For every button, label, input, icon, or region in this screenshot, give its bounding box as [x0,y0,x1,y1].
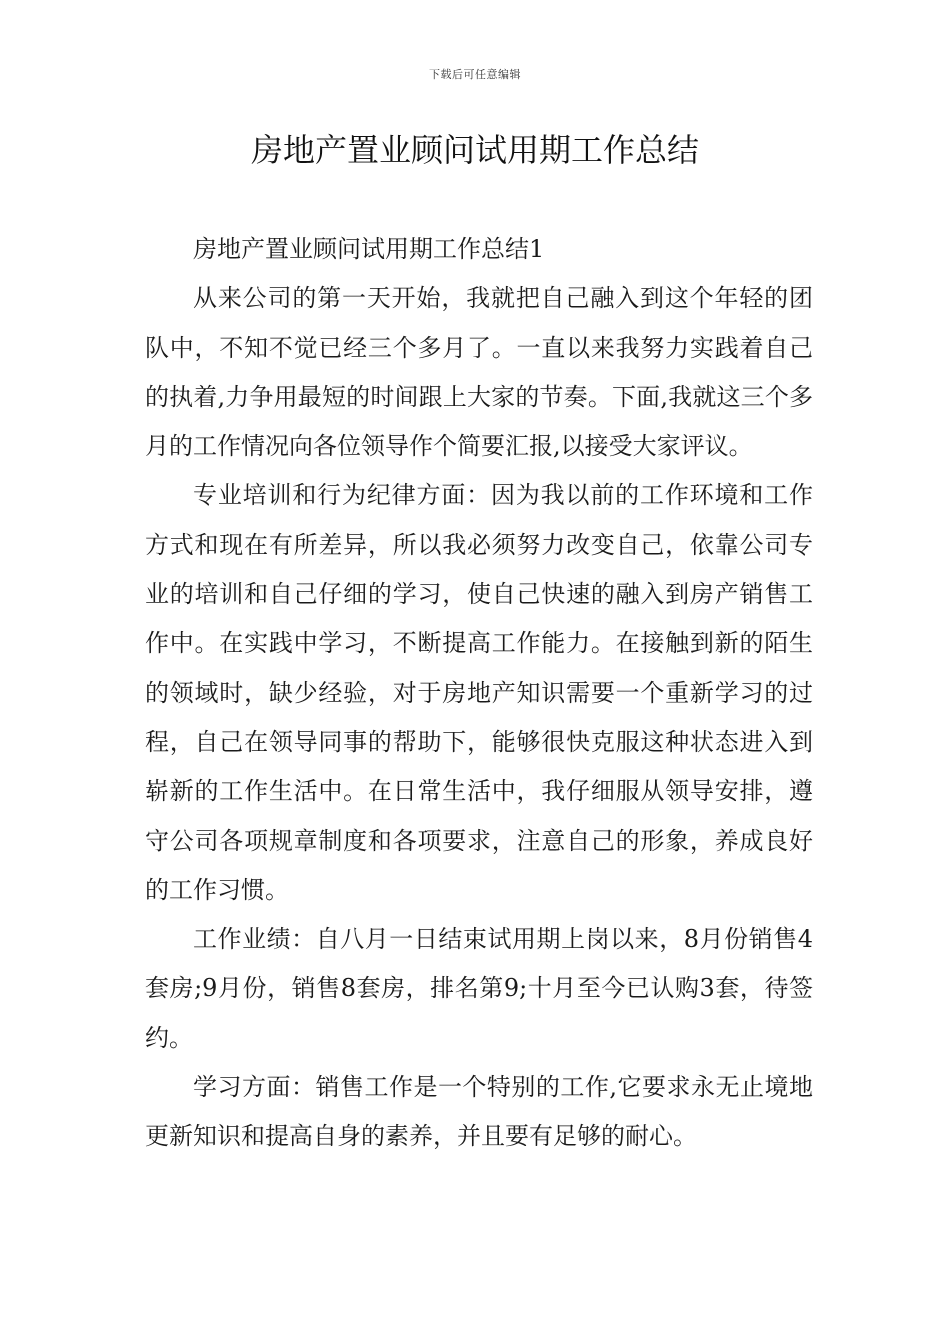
document-title: 房地产置业顾问试用期工作总结 [250,131,699,169]
subtitle-paragraph: 房地产置业顾问试用期工作总结1 [193,235,545,263]
intro-paragraph: 从来公司的第一天开始，我就把自己融入到这个年轻的团队中，不知不觉已经三个多月了。一直以来我努力实践着自己的执着,力争用最短的时间跟上大家的节奏。下面,我就这三个多月的工作情况向各位领导作个简要汇报,以接受大家评议。 [145,284,813,461]
learning-paragraph: 学习方面：销售工作是一个特别的工作,它要求永无止境地更新知识和提高自身的素养，并且要有足够的耐心。 [145,1073,813,1151]
training-paragraph: 专业培训和行为纪律方面：因为我以前的工作环境和工作方式和现在有所差异，所以我必须努力改变自己，依靠公司专业的培训和自己仔细的学习，使自己快速的融入到房产销售工作中。在实践中学习，不断提高工作能力。在接触到新的陌生的领域时，缺少经验，对于房地产知识需要一个重新学习的过程，自己在领导同事的帮助下，能够很快克服这种状态进入到崭新的工作生活中。在日常生活中，我仔细服从领导安排，遵守公司各项规章制度和各项要求，注意自己的形象，养成良好的工作习惯。 [145,481,813,904]
document-body [145,225,813,1162]
performance-paragraph: 工作业绩：自八月一日结束试用期上岗以来，8月份销售4套房;9月份，销售8套房，排名第9;十月至今已认购3套，待签约。 [145,925,813,1052]
header-note: 下载后可任意编辑 [429,68,521,81]
